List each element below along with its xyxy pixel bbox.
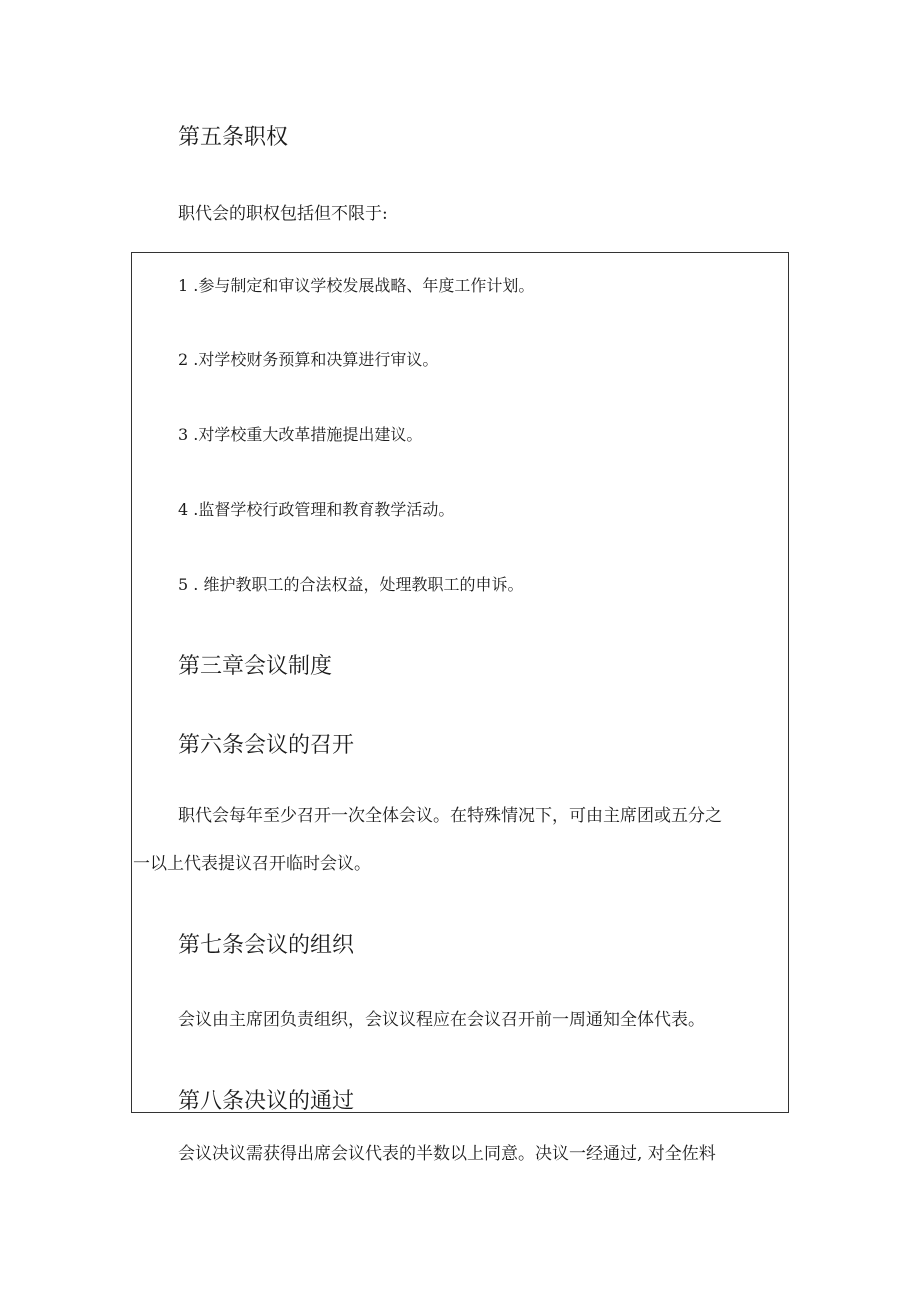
article6-text-line2: 一以上代表提议召开临时会议。 (133, 854, 371, 874)
article5-title: 第五条职权 (178, 125, 289, 150)
article5-intro: 职代会的职权包括但不限于: (178, 204, 388, 224)
power-item-2: 2 .对学校财务预算和决算进行审议。 (178, 350, 439, 369)
chapter3-title: 第三章会议制度 (178, 654, 333, 679)
article6-title: 第六条会议的召开 (178, 733, 355, 758)
power-item-5: 5 . 维护教职工的合法权益，处理教职工的申诉。 (178, 575, 524, 594)
article8-text: 会议决议需获得出席会议代表的半数以上同意。决议一经通过, 对全佐料 (178, 1144, 716, 1164)
content-frame (131, 252, 789, 1113)
article7-text: 会议由主席团负责组织，会议议程应在会议召开前一周通知全体代表。 (178, 1010, 705, 1030)
article7-title: 第七条会议的组织 (178, 933, 355, 958)
power-item-3: 3 .对学校重大改革措施提出建议。 (178, 425, 423, 444)
article6-text-line1: 职代会每年至少召开一次全体会议。在特殊情况下，可由主席团或五分之 (178, 806, 722, 826)
power-item-4: 4 .监督学校行政管理和教育教学活动。 (178, 500, 455, 519)
power-item-1: 1 .参与制定和审议学校发展战略、年度工作计划。 (178, 276, 535, 295)
article8-title: 第八条决议的通过 (178, 1089, 355, 1114)
